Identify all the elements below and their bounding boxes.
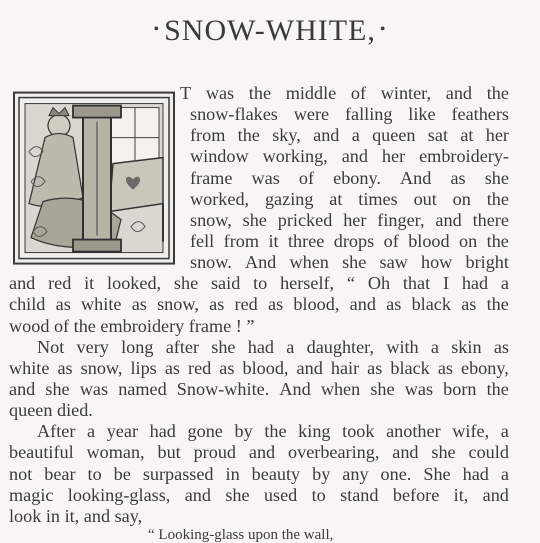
text-line: snow. And when she saw how bright [190, 252, 509, 273]
text-line: wood of the embroidery frame ! ” [9, 315, 255, 336]
title-text: SNOW-WHITE, [164, 14, 376, 47]
text-line: worked, gazing at times out on the [190, 188, 509, 209]
title-ornament-right: • [379, 21, 387, 38]
text-line: and she was named Snow-white. And when she was born the [9, 379, 509, 399]
text-line: snow, she pricked her finger, and there [190, 209, 509, 230]
text-line: from the sky, and a queen sat at her [190, 125, 509, 146]
text-line: frame was of ebony. And as she [190, 167, 509, 188]
text-line: and red it looked, she said to herself, “ Oh that I had a [9, 273, 509, 294]
text-line: snow-flakes were falling like feathers [190, 104, 509, 125]
title-ornament-left: • [153, 21, 161, 38]
verse-line: “ Looking-glass upon the wall, [148, 527, 334, 543]
text-line: Not very long after she had a daughter, with a skin as [37, 336, 509, 357]
text-line: fell from it three drops of blood on the [190, 231, 509, 251]
text-line: T was the middle of winter, and the [180, 83, 509, 103]
drop-cap-illustration [13, 86, 175, 270]
text-line: look in it, and say, [9, 505, 143, 526]
text-line: child as white as snow, as red as blood, and as black as the [9, 294, 509, 315]
text-line: After a year had gone by the king took another wife, a [37, 421, 509, 442]
text-line: magic looking-glass, and she used to stand before it, and [9, 484, 509, 505]
page-title [0, 14, 540, 48]
text-line: queen died. [9, 400, 93, 421]
text-line: beautiful woman, but proud and overbearing, and she could [9, 442, 509, 463]
text-line: not bear to be surpassed in beauty by any one. She had a [9, 463, 509, 484]
text-line: white as snow, lips as red as blood, and hair as black as ebony, [9, 357, 509, 378]
text-line: window working, and her embroidery- [190, 146, 509, 167]
